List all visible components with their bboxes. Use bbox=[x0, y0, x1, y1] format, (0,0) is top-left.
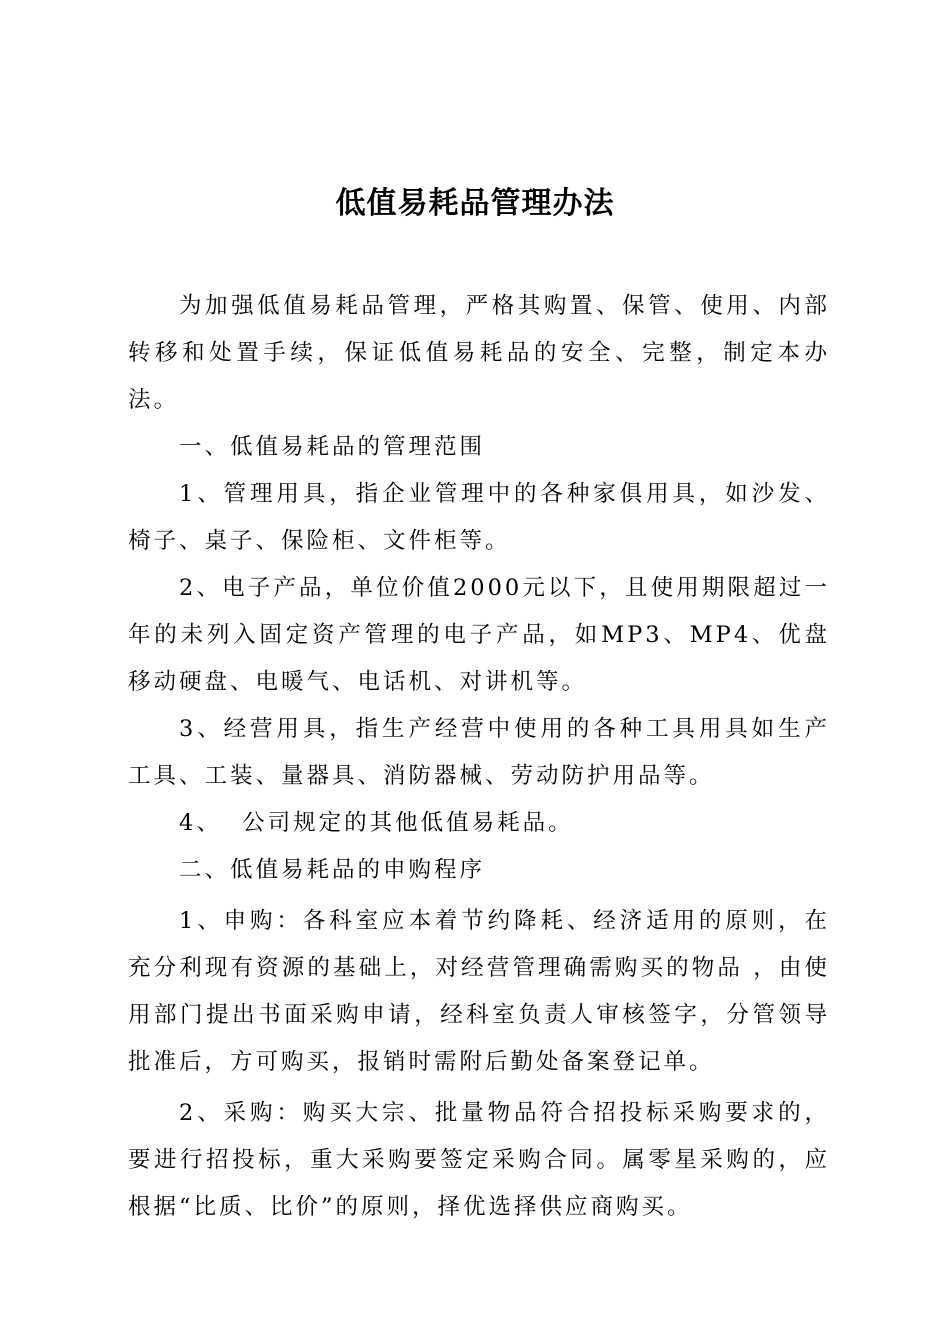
procedure-item-1: 1、申购：各科室应本着节约降耗、经济适用的原则，在充分利现有资源的基础上，对经营管理确需购买的物品 ，由使用部门提出书面采购申请，经科室负责人审核签字，分管领导批准后，方可购买，报销时需附后勤处备案登记单。 bbox=[128, 908, 830, 1075]
scope-item-1: 1、管理用具，指企业管理中的各种家俱用具，如沙发、椅子、桌子、保险柜、文件柜等。 bbox=[128, 481, 830, 554]
scope-item-4: 4、 公司规定的其他低值易耗品。 bbox=[179, 810, 574, 836]
intro-paragraph: 为加强低值易耗品管理，严格其购置、保管、使用、内部转移和处置手续，保证低值易耗品的安全、完整，制定本办法。 bbox=[128, 293, 830, 413]
document-body bbox=[128, 283, 830, 1231]
document-title: 低值易耗品管理办法 bbox=[335, 186, 615, 221]
scope-item-2: 2、电子产品，单位价值2000元以下，且使用期限超过一年的未列入固定资产管理的电子产品，如MP3、MP4、优盘移动硬盘、电暖气、电话机、对讲机等。 bbox=[128, 575, 830, 695]
scope-item-3: 3、经营用具，指生产经营中使用的各种工具用具如生产工具、工装、量器具、消防器械、劳动防护用品等。 bbox=[128, 716, 830, 789]
procedure-item-2: 2、采购：购买大宗、批量物品符合招投标采购要求的，要进行招投标，重大采购要签定采购合同。属零星采购的，应根据“比质、比价”的原则，择优选择供应商购买。 bbox=[128, 1100, 830, 1220]
section-heading-scope: 一、低值易耗品的管理范围 bbox=[179, 434, 486, 460]
section-heading-procedure: 二、低值易耗品的申购程序 bbox=[179, 857, 486, 883]
